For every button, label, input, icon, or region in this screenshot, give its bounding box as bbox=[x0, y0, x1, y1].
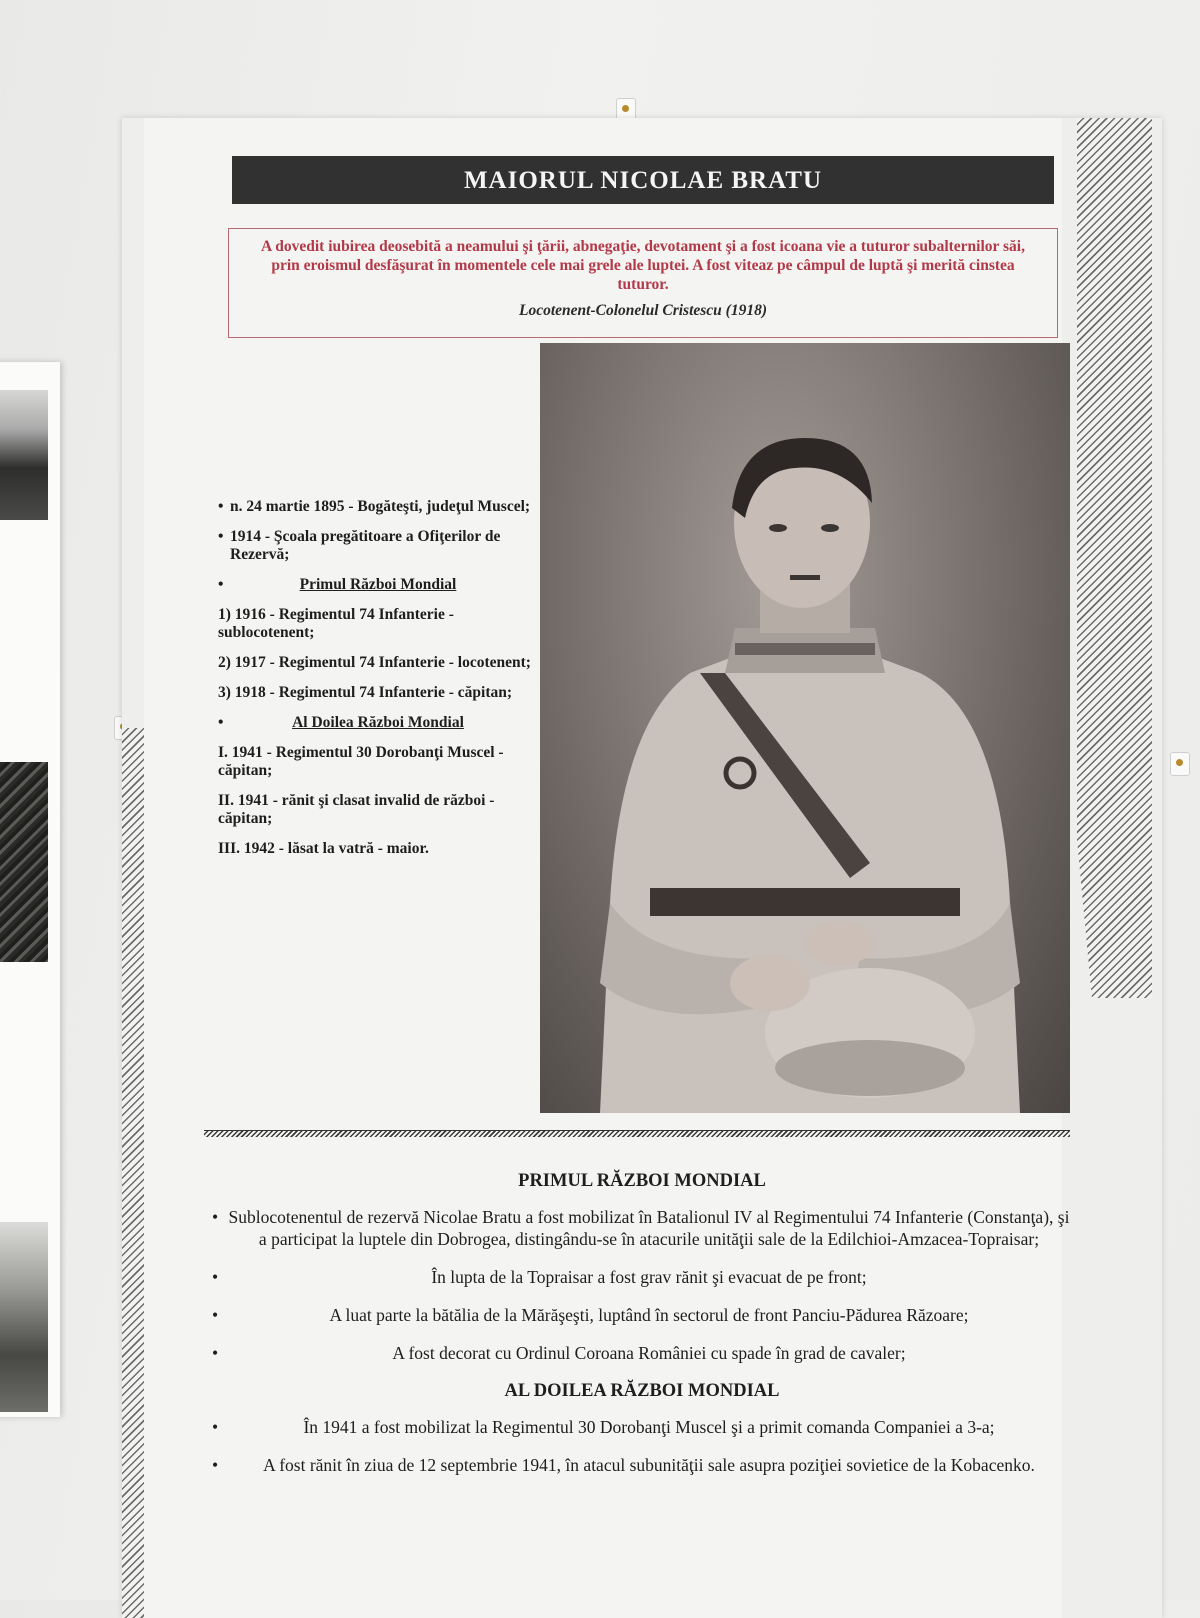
portrait-photo bbox=[540, 343, 1070, 1113]
ww1-item: • În lupta de la Topraisar a fost grav rănit şi evacuat de pe front; bbox=[212, 1266, 1072, 1288]
memorial-poster bbox=[122, 118, 1162, 1618]
soldier-portrait-illustration bbox=[540, 343, 1070, 1113]
battlefield-photo bbox=[0, 762, 48, 962]
landscape-photo bbox=[0, 1222, 48, 1412]
fact-item: III. 1942 - lăsat la vatră - maior. bbox=[218, 840, 429, 857]
fact-item: • n. 24 martie 1895 - Bogăteşti, judeţul Muscel; bbox=[218, 498, 538, 516]
quote-text: A dovedit iubirea deosebită a neamului şi ţării, abnegaţie, devotament şi a fost icoana vie a tuturor subalternilor săi, prin eroismul desfăşurat în momentele cele mai grele ale luptei. A fost viteaz pe câmpul de luptă şi merită cinstea tuturor. bbox=[261, 238, 1025, 293]
ww1-heading: PRIMUL RĂZBOI MONDIAL bbox=[518, 1171, 766, 1191]
fact-item: 2) 1917 - Regimentul 74 Infanterie - locotenent; bbox=[218, 654, 531, 671]
biography-facts bbox=[218, 498, 538, 870]
fact-item: 1) 1916 - Regimentul 74 Infanterie - sublocotenent; bbox=[218, 606, 454, 641]
wall-pin-icon bbox=[1170, 752, 1190, 776]
fact-heading: • Al Doilea Război Mondial bbox=[218, 714, 538, 732]
fact-item: 3) 1918 - Regimentul 74 Infanterie - căpitan; bbox=[218, 684, 513, 701]
war-history-section bbox=[212, 1164, 1072, 1492]
ww2-item: • În 1941 a fost mobilizat la Regimentul 30 Dorobanţi Muscel şi a primit comanda Companiei a 3-a; bbox=[212, 1416, 1072, 1438]
fact-item: II. 1941 - rănit şi clasat invalid de război - căpitan; bbox=[218, 792, 495, 827]
soldiers-photo bbox=[0, 390, 48, 520]
ww1-item: • A fost decorat cu Ordinul Coroana României cu spade în grad de cavaler; bbox=[212, 1342, 1072, 1364]
quote-author: Locotenent-Colonelul Cristescu (1918) bbox=[519, 302, 767, 319]
ww2-item: • A fost rănit în ziua de 12 septembrie 1941, în atacul subunităţii sale asupra poziţiei sovietice de la Kobacenko. bbox=[212, 1454, 1072, 1476]
section-divider bbox=[204, 1130, 1070, 1137]
ww1-item: • Sublocotenentul de rezervă Nicolae Bratu a fost mobilizat în Batalionul IV al Regimentului 74 Infanterie (Constanţa), şi a participat la luptele din Dobrogea, distingându-se în atacurile unităţii sale de la Edilchioi-Amzacea-Topraisar; bbox=[212, 1206, 1072, 1250]
adjacent-exhibit-panel bbox=[0, 362, 60, 1417]
ww1-item: • A luat parte la bătălia de la Mărăşeşti, luptând în sectorul de front Panciu-Pădurea Răzoare; bbox=[212, 1304, 1072, 1326]
ww2-heading: AL DOILEA RĂZBOI MONDIAL bbox=[504, 1381, 780, 1401]
poster-content bbox=[144, 118, 1070, 1618]
poster-title: MAIORUL NICOLAE BRATU bbox=[232, 156, 1054, 204]
fact-item: I. 1941 - Regimentul 30 Dorobanţi Muscel - căpitan; bbox=[218, 744, 504, 779]
fact-heading: • Primul Război Mondial bbox=[218, 576, 538, 594]
decorative-hatch-right bbox=[1077, 118, 1152, 998]
fact-item: • 1914 - Şcoala pregătitoare a Ofiţerilor de Rezervă; bbox=[218, 528, 538, 564]
quote-box bbox=[228, 228, 1058, 338]
